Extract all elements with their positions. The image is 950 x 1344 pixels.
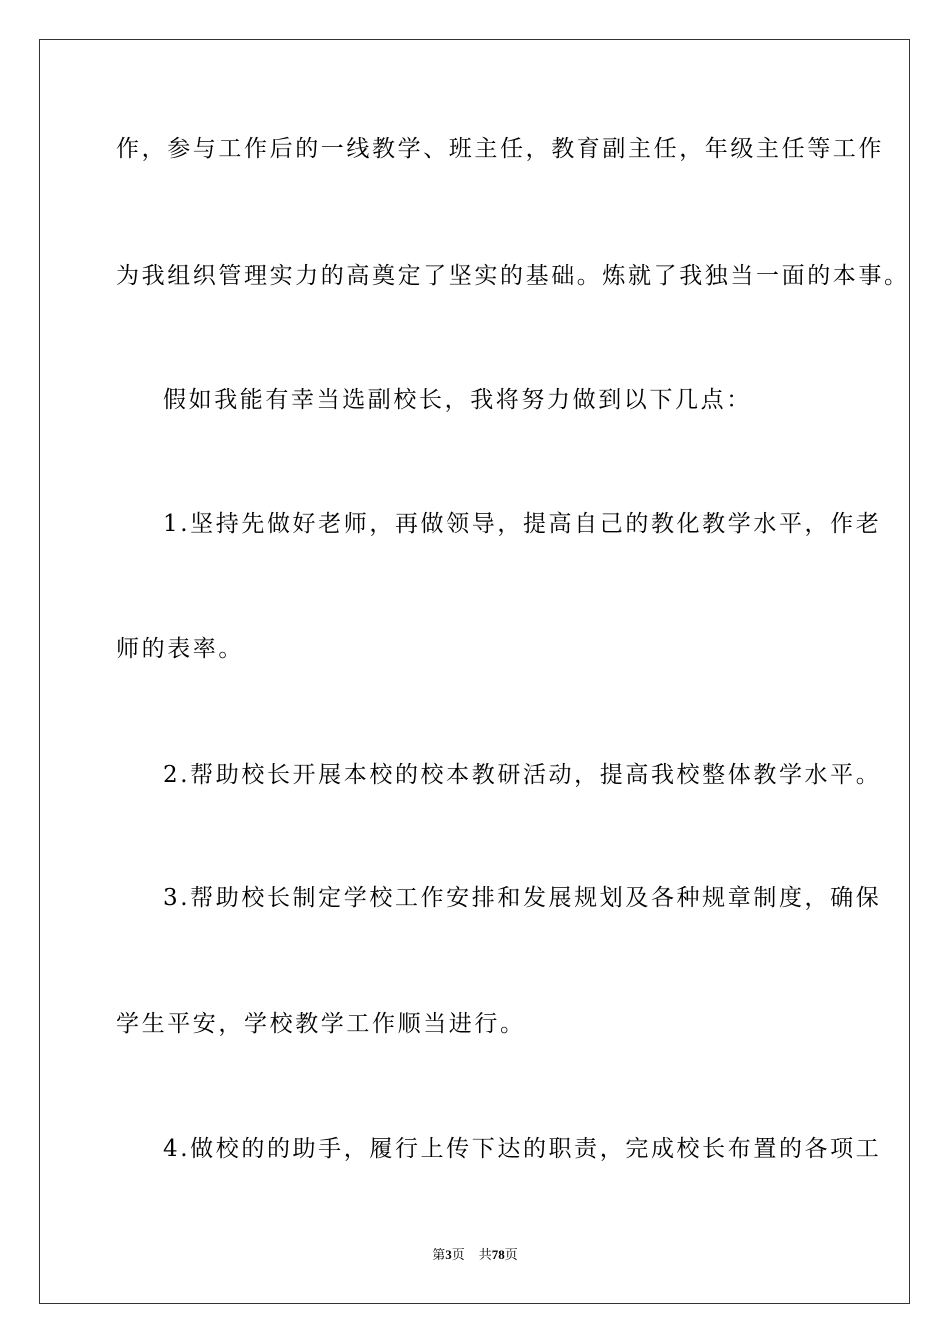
page-footer [0,1244,950,1263]
text-line-3: 假如我能有幸当选副校长，我将努力做到以下几点： [163,387,752,413]
text-line-4: 1.坚持先做好老师，再做领导，提高自己的教化教学水平，作老 [163,511,882,537]
total-pages: 78 [491,1247,505,1262]
total-prefix: 共 [478,1247,492,1262]
page-border [39,39,910,1304]
text-line-7: 3.帮助校长制定学校工作安排和发展规划及各种规章制度，确保 [163,885,882,911]
page-prefix: 第 [432,1247,446,1262]
text-line-2: 为我组织管理实力的高奠定了坚实的基础。炼就了我独当一面的本事。 [116,263,910,289]
text-line-9: 4.做校的的助手，履行上传下达的职责，完成校长布置的各项工 [163,1136,882,1162]
page-number: 3 [445,1247,452,1262]
page-suffix: 页 [451,1247,465,1262]
text-line-8: 学生平安，学校教学工作顺当进行。 [116,1011,526,1037]
text-line-6: 2.帮助校长开展本校的校本教研活动，提高我校整体教学水平。 [163,762,882,788]
total-suffix: 页 [504,1247,518,1262]
text-line-1: 作，参与工作后的一线教学、班主任，教育副主任，年级主任等工作 [116,136,884,162]
text-line-5: 师的表率。 [116,636,244,662]
